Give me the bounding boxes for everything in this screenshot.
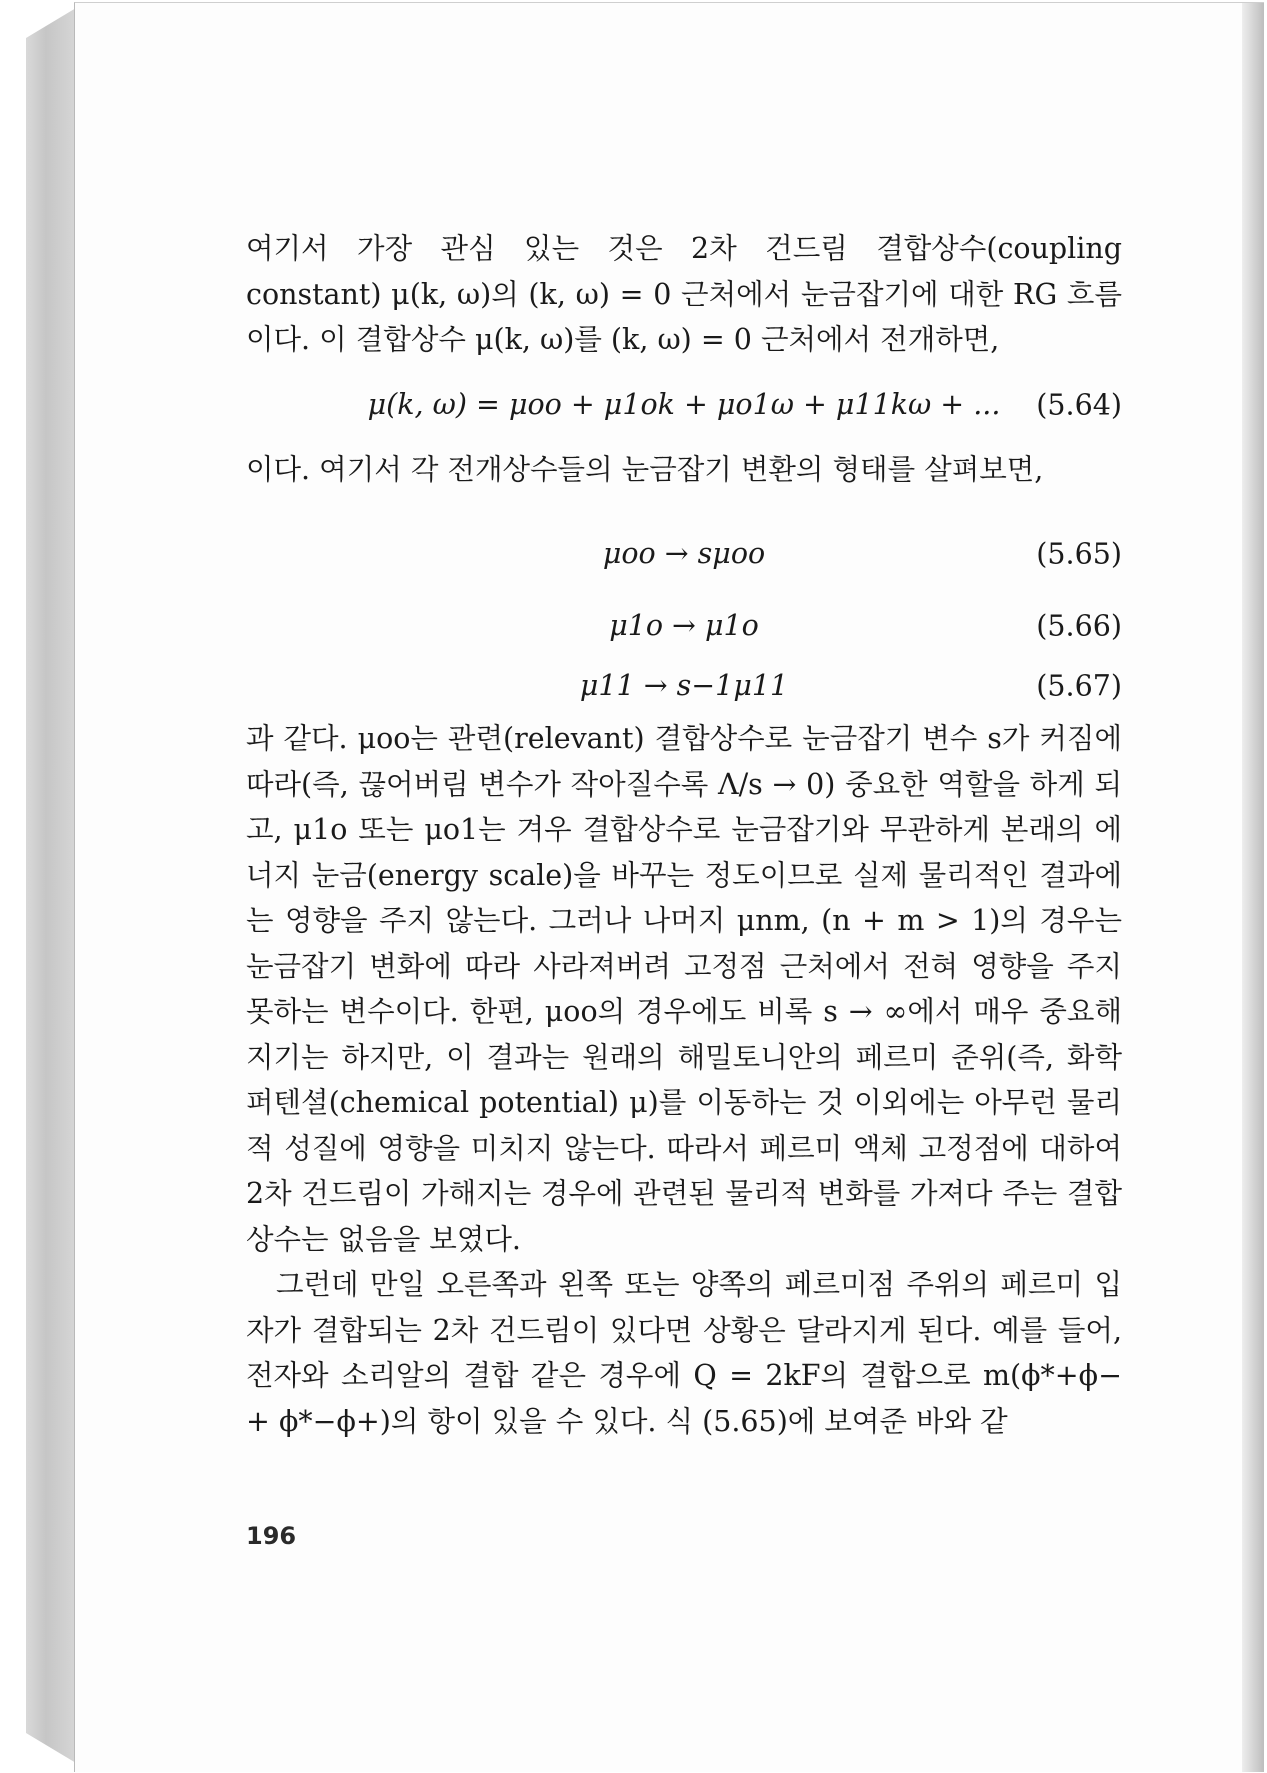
paragraph-2: 이다. 여기서 각 전개상수들의 눈금잡기 변환의 형태를 살펴보면,	[246, 452, 1044, 486]
equation-number: (5.67)	[1036, 669, 1122, 703]
equation-body: μ(k, ω) = μoo + μ1ok + μo1ω + μ11kω + ...	[367, 387, 1001, 421]
equation-body: μ11 → s−1μ11	[579, 669, 789, 703]
equation-5-66	[246, 596, 1122, 656]
equation-body: μoo → sμoo	[602, 537, 766, 571]
page-edge	[1242, 3, 1264, 1772]
book-spine	[26, 8, 76, 1763]
equation-5-64	[246, 363, 1122, 447]
equation-number: (5.66)	[1036, 609, 1122, 643]
paragraph-3: 과 같다. μoo는 관련(relevant) 결합상수로 눈금잡기 변수 s가 커짐에 따라(즉, 끊어버림 변수가 작아질수록 Λ/s → 0) 중요한 역할을 하게 되고, μ1o 또는 μo1는 겨우 결합상수로 눈금잡기와 무관하게 본래의 에너지 눈금(energy scale)을 바꾸는 정도이므로 실제 물리적인 결과에는 영향을 주지 않는다. 그러나 나머지 μnm, (n + m > 1)의 경우는 눈금잡기 변화에 따라 사라져버려 고정점 근처에서 전혀 영향을 주지 못하는 변수이다. 한편, μoo의 경우에도 비록 s → ∞에서 매우 중요해지기는 하지만, 이 결과는 원래의 해밀토니안의 페르미 준위(즉, 화학 퍼텐셜(chemical potential) μ)를 이동하는 것 이외에는 아무런 물리적 성질에 영향을 미치지 않는다. 따라서 페르미 액체 고정점에 대하여 2차 건드림이 가해지는 경우에 관련된 물리적 변화를 가져다 주는 결합상수는 없음을 보였다.	[246, 722, 1122, 1256]
equation-5-65	[246, 512, 1122, 596]
paragraph-4: 그런데 만일 오른쪽과 왼쪽 또는 양쪽의 페르미점 주위의 페르미 입자가 결합되는 2차 건드림이 있다면 상황은 달라지게 된다. 예를 들어, 전자와 소리알의 결합 같은 경우에 Q = 2kF의 결합으로 m(ϕ*+ϕ− + ϕ*−ϕ+)의 항이 있을 수 있다. 식 (5.65)에 보여준 바와 같	[246, 1268, 1122, 1438]
text-block	[246, 226, 1122, 1444]
equation-number: (5.65)	[1036, 537, 1122, 571]
paragraph-1: 여기서 가장 관심 있는 것은 2차 건드림 결합상수(coupling constant) μ(k, ω)의 (k, ω) = 0 근처에서 눈금잡기에 대한 RG 흐름이다. 이 결합상수 μ(k, ω)를 (k, ω) = 0 근처에서 전개하면,	[246, 232, 1122, 356]
equation-5-67	[246, 656, 1122, 716]
page-number: 196	[246, 1522, 297, 1550]
equation-body: μ1o → μ1o	[609, 609, 759, 643]
equation-number: (5.64)	[1036, 387, 1122, 421]
